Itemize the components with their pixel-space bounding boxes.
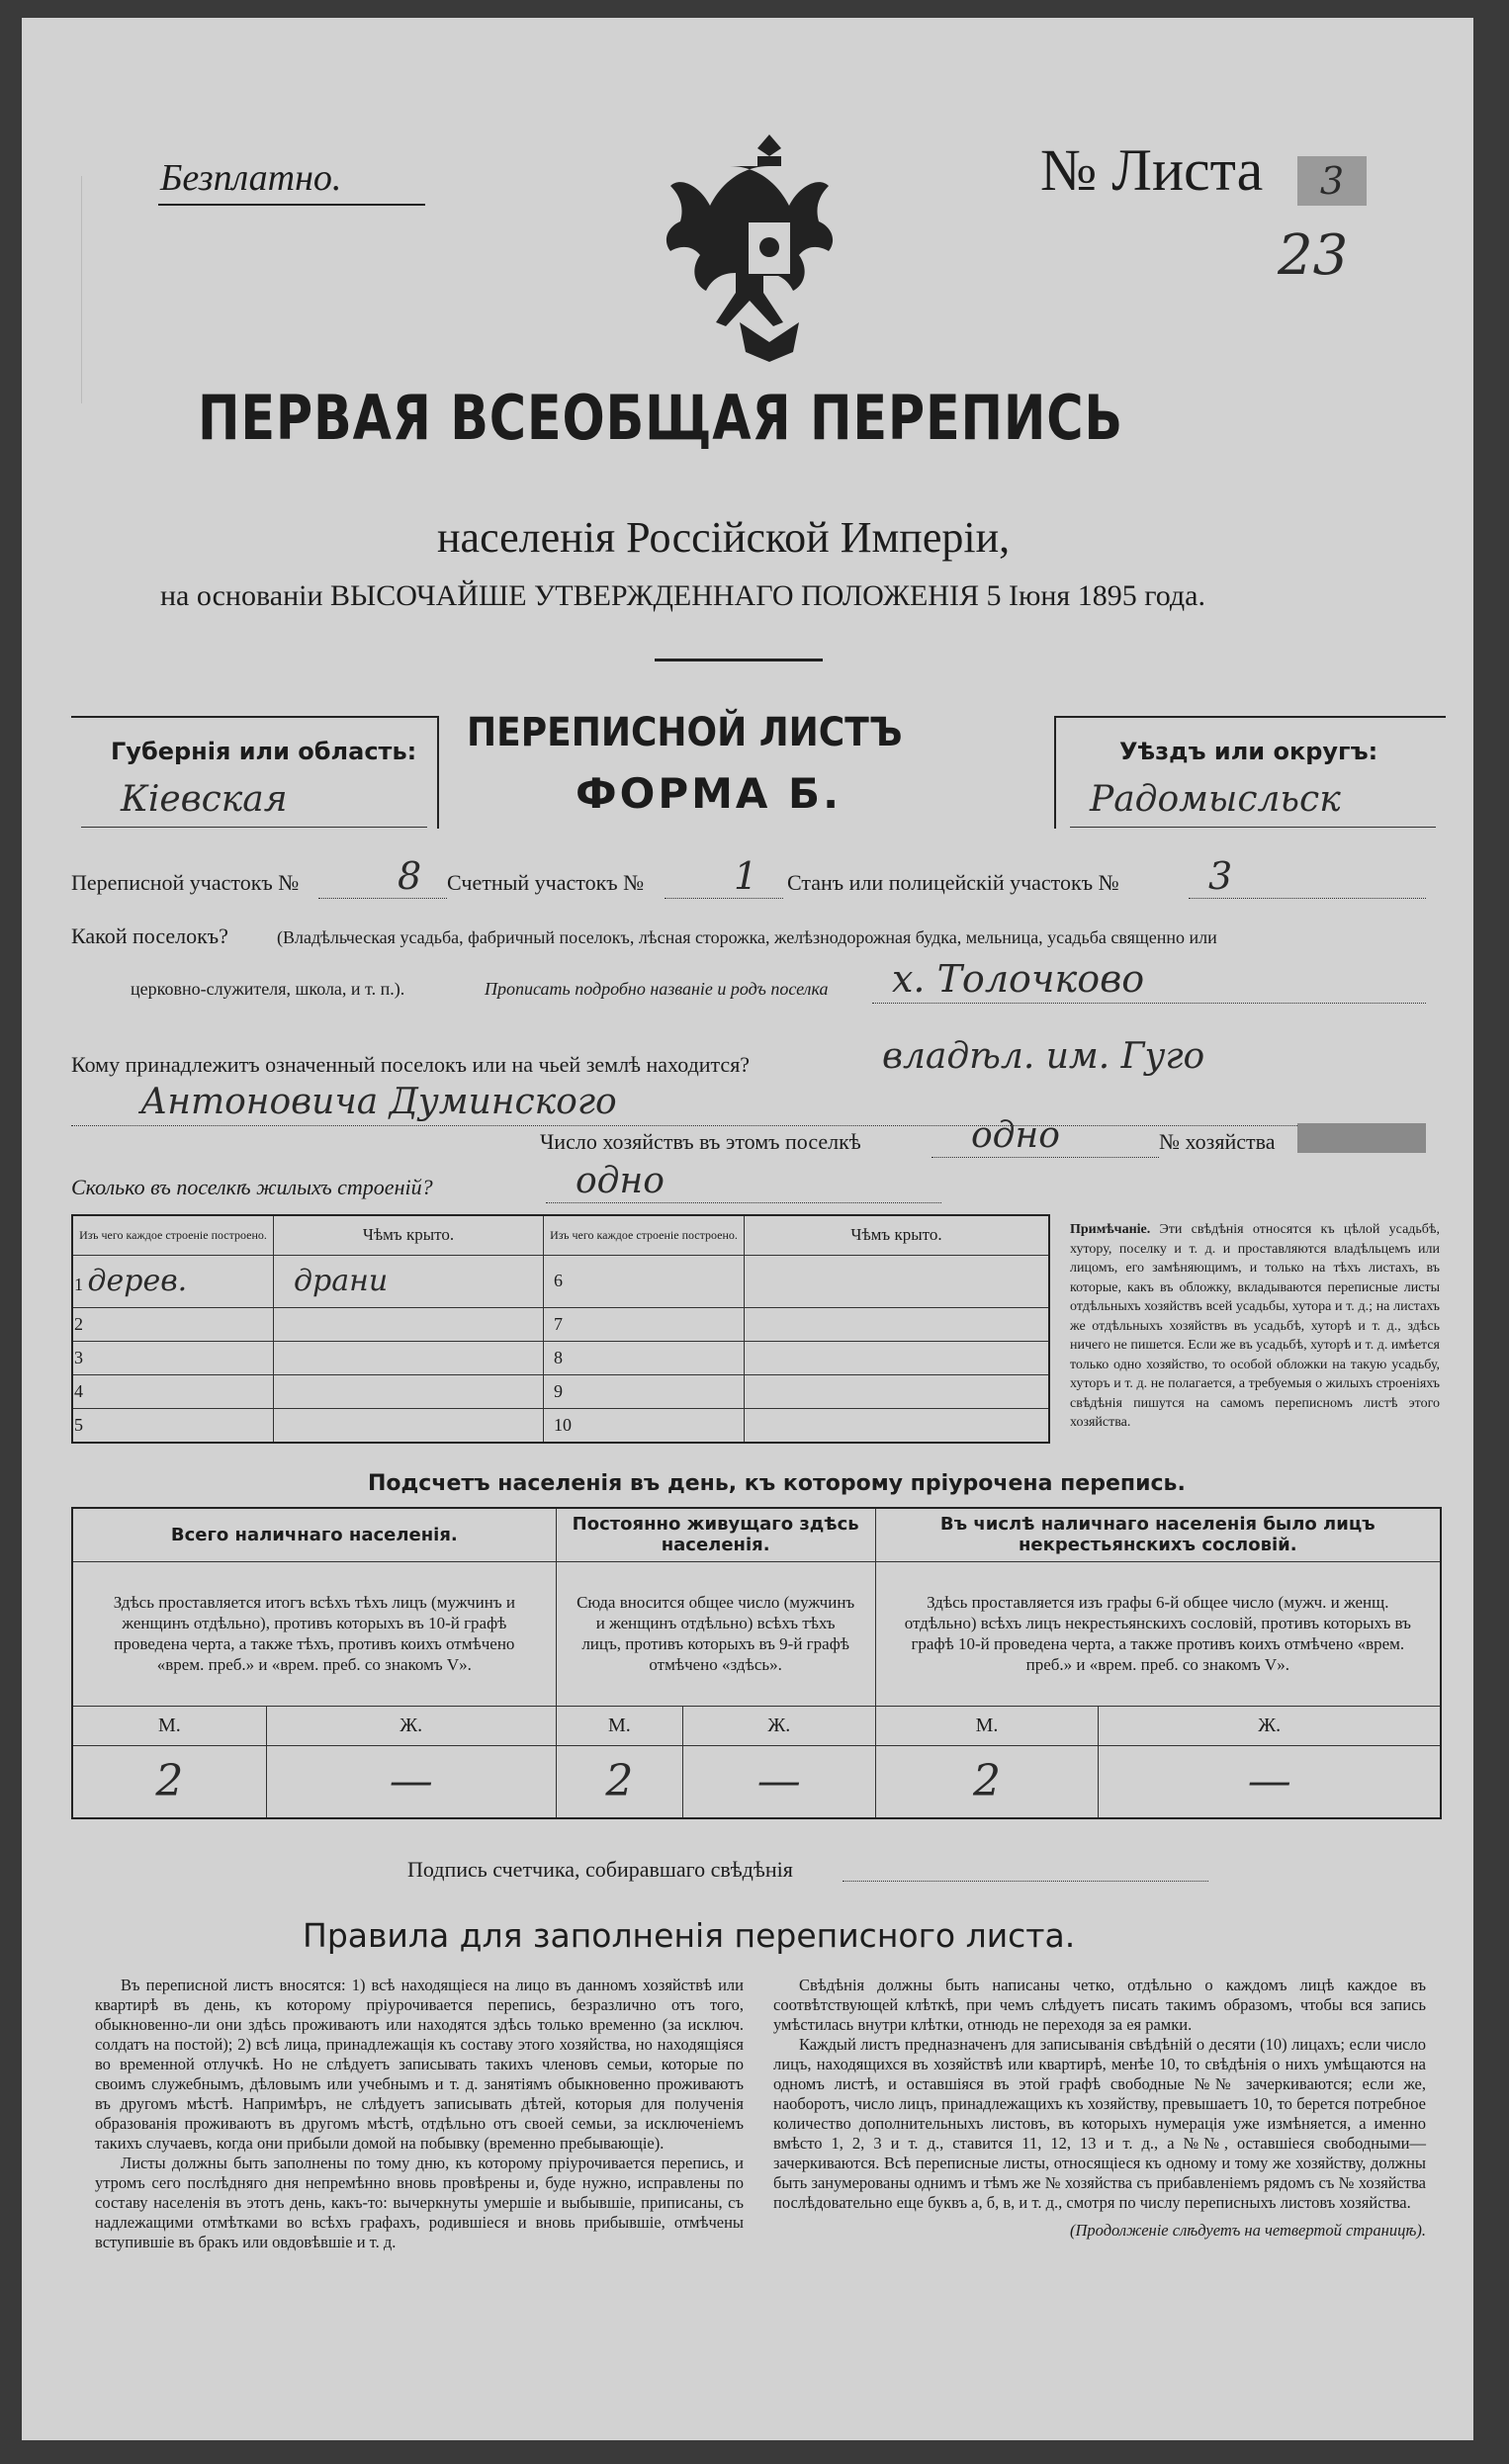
count-col3-text: Здѣсь проставляется изъ графы 6-й общее число (мужч. и женщ. отдѣльно) всѣхъ лицъ некрестьянскихъ сословій, противъ которыхъ въ графѣ 10-й проведена черта, а также противъ коихъ отмѣчено «врем. преб.» и «врем. преб. со знакомъ V». <box>875 1561 1441 1706</box>
rules-continued: (Продолженіе слѣдуетъ на четвертой страницѣ). <box>1070 2221 1426 2240</box>
count-m-header: М. <box>72 1706 266 1745</box>
buildings-table <box>71 1214 1050 1444</box>
district-value: Радомысльск <box>1090 779 1341 820</box>
rules-right-column <box>773 1976 1426 2241</box>
count-zh-header: Ж. <box>1099 1706 1441 1745</box>
rules-right-paragraph-1: Свѣдѣнія должны быть написаны четко, отдѣльно о каждомъ лицѣ каждое въ соотвѣтствующей клѣткѣ, при чемъ слѣдуетъ писать такимъ образомъ, чтобы вся запись умѣстилась внутри клѣтки, отнюдь не переходя за ея рамки. <box>773 1976 1426 2034</box>
legal-basis: на основаніи ВЫСОЧАЙШЕ УТВЕРЖДЕННАГО ПОЛОЖЕНІЯ 5 Іюня 1895 года. <box>160 579 1205 612</box>
province-value: Кіевская <box>121 779 288 820</box>
rules-left-paragraph-1: Въ переписной листъ вносятся: 1) всѣ находящіеся на лицо въ данномъ хозяйствѣ или квартирѣ въ день, къ которому пріурочивается перепись, безразлично отъ того, обыкновенно-ли они здѣсь проживаютъ или находятся здѣсь только временно (за исключ. солдатъ на постой); 2) всѣ лица, принадлежащія къ составу этого хозяйства, но находящіяся во временной отлучкѣ. Но не слѣдуетъ записывать такихъ членовъ семьи, которые по своимъ служебнымъ, дѣловымъ или учебнымъ и т. д. занятіямъ обыкновенно проживаютъ въ другомъ мѣстѣ. Напримѣръ, не слѣдуетъ записывать дѣтей, которыя для полученія образованія проживаютъ въ другомъ мѣстѣ, отдѣльно отъ своей семьи, за исключеніемъ такихъ случаевъ, когда они прибыли домой на побывку (временно пребывающіе). <box>95 1976 744 2153</box>
count-m-header: М. <box>556 1706 682 1745</box>
owner-dots <box>71 1125 1426 1126</box>
census-area-label: Переписной участокъ № <box>71 870 300 895</box>
census-area-value: 8 <box>398 854 422 898</box>
district-underline <box>1070 827 1436 828</box>
settlement-label: Какой поселокъ? <box>71 924 228 948</box>
row-number: 5 <box>72 1408 274 1443</box>
count-zh-header: Ж. <box>266 1706 556 1745</box>
household-number-redacted <box>1297 1123 1426 1153</box>
police-area-dots <box>1189 898 1426 899</box>
sheet-number-label: № Листа <box>1040 137 1264 203</box>
signature-label: Подпись счетчика, собиравшаго свѣдѣнія <box>407 1857 793 1882</box>
counting-area-label: Счетный участокъ № <box>447 870 645 895</box>
census-sheet <box>22 18 1473 2440</box>
households-label: Число хозяйствъ въ этомъ поселкѣ <box>540 1129 861 1154</box>
rules-left-column <box>95 1976 744 2252</box>
title-rule <box>655 659 823 661</box>
building-roof: драни <box>274 1255 544 1308</box>
building-material: дерев. <box>87 1264 188 1299</box>
row-number: 2 <box>72 1308 274 1342</box>
buildings-value: одно <box>576 1161 665 1201</box>
district-label: Уѣздъ или округъ: <box>1119 738 1378 765</box>
table-row <box>72 1255 1049 1308</box>
count-permanent-m: 2 <box>556 1745 682 1818</box>
buildings-dots <box>546 1202 941 1203</box>
row-number: 7 <box>544 1308 745 1342</box>
police-area-label: Станъ или полицейскій участокъ № <box>787 870 1119 895</box>
province-label: Губернія или область: <box>111 738 417 765</box>
count-nonpeasant-zh: — <box>1099 1745 1441 1818</box>
buildings-label: Сколько въ поселкѣ жилыхъ строеній? <box>71 1175 433 1199</box>
count-permanent-zh: — <box>683 1745 876 1818</box>
owner-value-2: Антоновича Думинского <box>140 1082 617 1122</box>
count-zh-header: Ж. <box>683 1706 876 1745</box>
counting-area-dots <box>665 898 783 899</box>
note-head: Примѣчаніе. <box>1070 1222 1151 1237</box>
sheet-number-value: 3 <box>1297 156 1367 206</box>
count-col1-title: Всего наличнаго населенія. <box>72 1508 556 1561</box>
households-value: одно <box>971 1115 1060 1156</box>
table-row <box>72 1374 1049 1408</box>
count-table <box>71 1507 1442 1819</box>
settlement-hint3: Прописать подробно названіе и родъ поселка <box>485 979 829 999</box>
buildings-col-roof-header-2: Чѣмъ крыто. <box>745 1215 1050 1255</box>
free-label: Безплатно. <box>160 157 342 199</box>
settlement-value: х. Толочково <box>892 957 1145 1001</box>
rules-right-paragraph-2: Каждый листъ предназначенъ для записыванія свѣдѣній о десяти (10) лицахъ; если число лицъ, находящихся въ хозяйствѣ или квартирѣ, менѣе 10, то свѣдѣнія о нихъ умѣщаются на одномъ листѣ, и оставшіяся въ этой графѣ свободные №№ зачеркиваются; если же, наоборотъ, число лицъ, принадлежащихъ къ хозяйству, превышаетъ 10, то берется потребное количество дополнительныхъ листовъ, въ которыхъ нумерація уже измѣняется, а именно вмѣсто 1, 2, 3 и т. д., ставится 11, 12, 13 и т. д., а №№, оставшіеся свободными—зачеркиваются. Всѣ переписные листы, относящіеся къ одному и тому же хозяйству, должны быть занумерованы однимъ и тѣмъ же № хозяйства съ прибавленіемъ рядомъ съ № хозяйства послѣдовательно еще буквъ а, б, в, и т. д., смотря по числу переписныхъ листовъ хозяйства. <box>773 2035 1426 2212</box>
police-area-value: 3 <box>1208 854 1233 898</box>
count-col1-text: Здѣсь проставляется итогъ всѣхъ тѣхъ лицъ (мужчинъ и женщинъ отдѣльно), противъ которыхъ въ 10-й графѣ проведена черта, а также тѣхъ, противъ коихъ отмѣчено «врем. преб.» и «врем. преб. со знакомъ V». <box>72 1561 556 1706</box>
settlement-hint: (Владѣльческая усадьба, фабричный поселокъ, лѣсная сторожка, желѣзнодорожная будка, мельница, усадьба священно или <box>277 927 1217 947</box>
row-number: 6 <box>544 1255 745 1308</box>
count-col3-title: Въ числѣ наличнаго населенія было лицъ некрестьянскихъ сословій. <box>875 1508 1441 1561</box>
count-heading: Подсчетъ населенія въ день, къ которому пріурочена перепись. <box>368 1471 1186 1496</box>
sheet-title: ПЕРЕПИСНОЙ ЛИСТЪ <box>467 710 903 755</box>
form-name: ФОРМА Б. <box>576 769 843 818</box>
subtitle: населенія Россійской Имперіи, <box>437 513 1011 562</box>
settlement-dots <box>872 1003 1426 1004</box>
row-number: 9 <box>544 1374 745 1408</box>
note <box>1070 1220 1440 1433</box>
owner-value-1: владѣл. им. Гуго <box>882 1036 1205 1077</box>
count-total-zh: — <box>266 1745 556 1818</box>
count-total-m: 2 <box>72 1745 266 1818</box>
counting-area-value: 1 <box>734 854 758 898</box>
settlement-hint2: церковно-служителя, школа, и т. п.). <box>131 979 405 999</box>
eagle-emblem-icon <box>661 125 878 382</box>
count-nonpeasant-m: 2 <box>875 1745 1099 1818</box>
count-col2-title: Постоянно живущаго здѣсь населенія. <box>556 1508 875 1561</box>
buildings-col-material-header: Изъ чего каждое строеніе построено. <box>72 1215 274 1255</box>
province-underline <box>81 827 427 828</box>
row-number: 1 <box>74 1275 83 1295</box>
table-row <box>72 1408 1049 1443</box>
free-underline <box>158 204 425 206</box>
census-area-dots <box>318 898 447 899</box>
row-number: 8 <box>544 1342 745 1375</box>
buildings-col-roof-header: Чѣмъ крыто. <box>274 1215 544 1255</box>
count-col2-text: Сюда вносится общее число (мужчинъ и женщинъ отдѣльно) всѣхъ тѣхъ лицъ, противъ которыхъ въ 9-й графѣ отмѣчено «здѣсь». <box>556 1561 875 1706</box>
bleed-through <box>22 176 82 403</box>
rules-left-paragraph-2: Листы должны быть заполнены по тому дню, къ которому пріурочивается перепись, и утромъ сего послѣдняго дня непремѣнно вновь провѣрены и, буде нужно, исправлены по составу населенія въ этотъ день, какъ-то: вычеркнуты умершіе и выбывшіе, приписаны, съ надлежащими отмѣтками во всѣхъ графахъ, родившіеся и вновь прибывшіе, отмѣчены вступившіе въ бракъ или овдовѣвшіе и т. д. <box>95 2154 744 2251</box>
buildings-col-material-header-2: Изъ чего каждое строеніе построено. <box>544 1215 745 1255</box>
household-number-label: № хозяйства <box>1159 1129 1276 1154</box>
sheet-number-extra: 23 <box>1278 223 1349 288</box>
table-row <box>72 1308 1049 1342</box>
row-number: 10 <box>544 1408 745 1443</box>
owner-label: Кому принадлежитъ означенный поселокъ или на чьей землѣ находится? <box>71 1052 751 1077</box>
table-row <box>72 1342 1049 1375</box>
signature-line <box>843 1881 1208 1882</box>
row-number: 4 <box>72 1374 274 1408</box>
main-title: ПЕРВАЯ ВСЕОБЩАЯ ПЕРЕПИСЬ <box>198 382 1123 454</box>
count-m-header: М. <box>875 1706 1099 1745</box>
row-number: 3 <box>72 1342 274 1375</box>
note-text: Эти свѣдѣнія относятся къ цѣлой усадьбѣ, хутору, поселку и т. д. и проставляются владѣльцемъ или лицомъ, его замѣняющимъ, и только на тѣхъ листахъ, въ которые, какъ въ обложку, вкладываются переписные листы отдѣльныхъ хозяйствъ всей усадьбы, хутора и т. д.; на листахъ же отдѣльныхъ хозяйствъ въ усадьбѣ, хуторѣ и т. д., здѣсь ничего не пишется. Если же въ усадьбѣ, хуторѣ и т. д. имѣется только одно хозяйство, то особой обложки на такую усадьбу, хуторъ и т. д. не полагается, а требуемыя о жилыхъ строеніяхъ свѣдѣнія пишутся на самомъ переписномъ листѣ этого хозяйства. <box>1070 1222 1441 1430</box>
households-dots <box>932 1157 1159 1158</box>
rules-title: Правила для заполненія переписного листа. <box>303 1916 1076 1955</box>
